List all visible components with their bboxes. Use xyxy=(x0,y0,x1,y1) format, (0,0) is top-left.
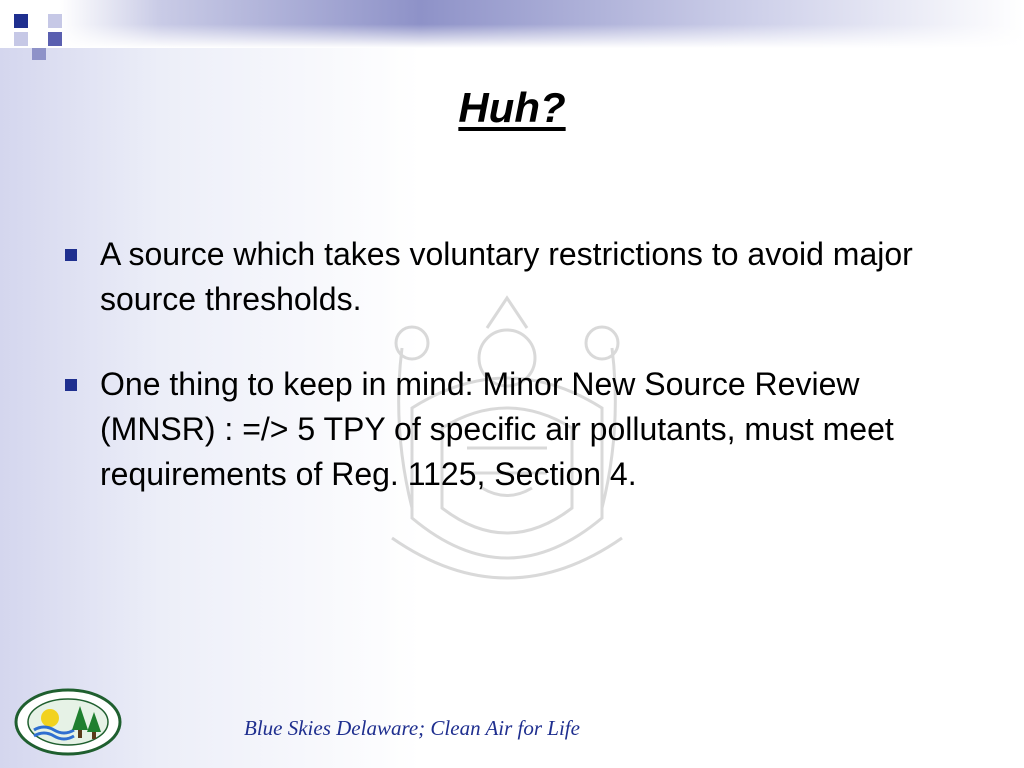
header-band-fade xyxy=(0,14,1024,48)
list-item xyxy=(62,232,942,322)
bullet-list xyxy=(62,232,942,537)
square-bullet-icon xyxy=(65,249,77,261)
dnrec-logo-icon xyxy=(14,688,122,756)
slide-title: Huh? xyxy=(458,84,566,131)
list-item xyxy=(62,362,942,497)
bullet-text: A source which takes voluntary restrictions to avoid major source thresholds. xyxy=(100,236,913,317)
footer-tagline: Blue Skies Delaware; Clean Air for Life xyxy=(244,716,580,740)
bullet-text: One thing to keep in mind: Minor New Source Review (MNSR) : =/> 5 TPY of specific air pollutants, must meet requirements of Reg. 1125, Section 4. xyxy=(100,366,894,492)
square-bullet-icon xyxy=(65,379,77,391)
